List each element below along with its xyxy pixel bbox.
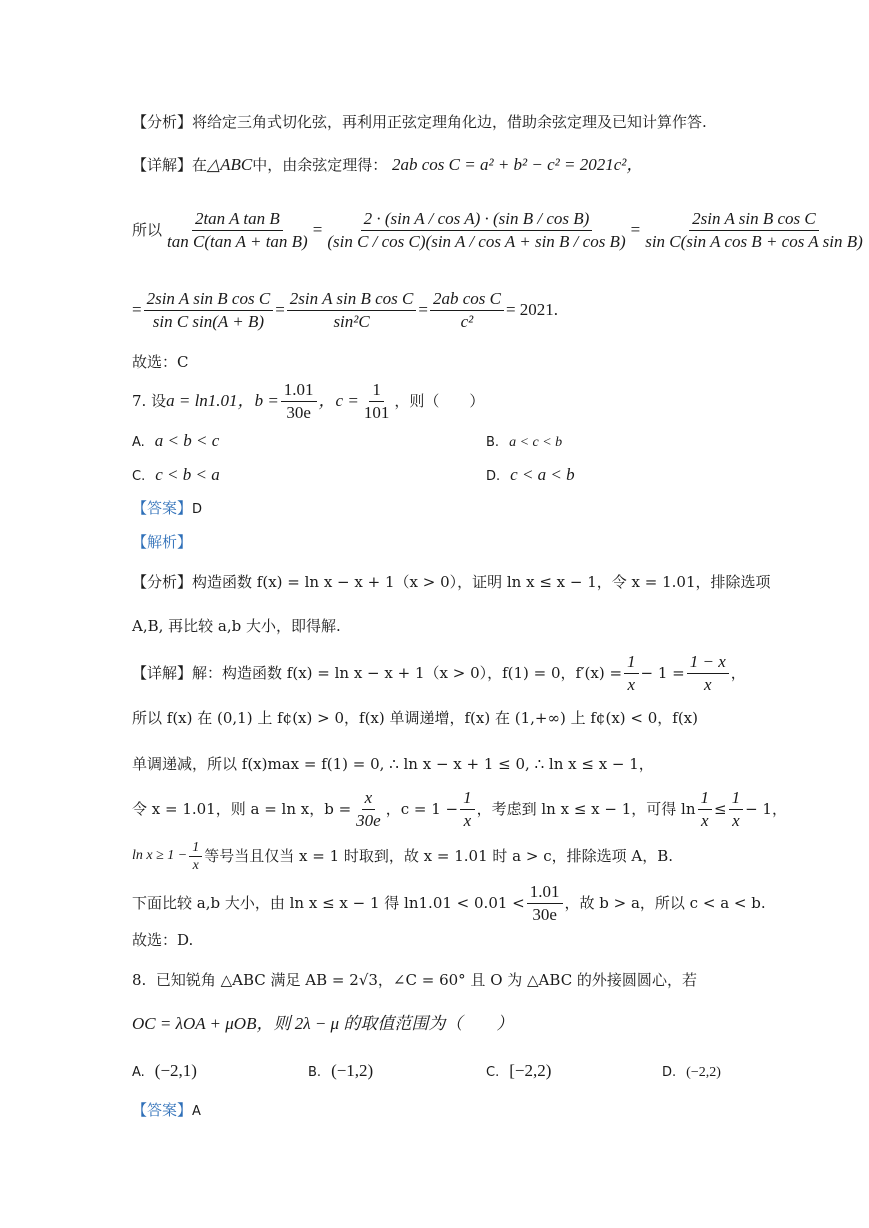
choose-text: 故选：D. [132, 931, 194, 949]
g1-den: sin C sin(A + B) [152, 311, 265, 331]
d1-frac-1 [624, 651, 639, 696]
option-key: D. [486, 469, 501, 484]
num: x [362, 787, 376, 810]
analysis-tag: 【分析】 [132, 573, 193, 591]
den: x [192, 857, 199, 873]
le-sign: ≤ [714, 800, 727, 818]
den: x [703, 674, 712, 694]
suoyi-label: 所以 [132, 221, 163, 239]
num: 1.01 [527, 881, 563, 904]
detail-1-pre: 解：构造函数 f(x) = ln x − x + 1（x > 0），f(1) = 0，f′(x) = [192, 664, 623, 682]
d4-frac-1 [353, 787, 384, 832]
choose-text: 故选：C [132, 353, 189, 371]
detail-tag: 【详解】 [132, 664, 193, 682]
q6-detail [132, 155, 643, 175]
q7-detail-5 [132, 834, 673, 878]
den: x [700, 810, 709, 830]
num: 1 [729, 787, 744, 810]
f1-den: tan C(tan A + tan B) [167, 231, 308, 251]
q8-answer [132, 1100, 201, 1122]
num: 1 [460, 787, 475, 810]
f3-den: sin C(sin A cos B + cos A sin B) [645, 231, 863, 251]
detail-6-end: ，故 b > a，所以 c < a < b. [564, 894, 766, 912]
stem-c-pre: ，c = [318, 391, 359, 410]
detail-5-end: 等号当且仅当 x = 1 时取到，故 x = 1.01 时 a > c，排除选项 A，B. [204, 847, 673, 865]
q7-detail-4 [132, 786, 787, 832]
analysis-text: 将给定三角式切化弦，再利用正弦定理角化边，借助余弦定理及已知计算作答. [192, 113, 707, 131]
q7-choose [132, 930, 193, 950]
option-text: c < a < b [510, 465, 575, 484]
stem-a: a = ln1.01， [166, 391, 255, 410]
stem-c-frac [361, 379, 393, 424]
q8-option-b[interactable] [308, 1060, 373, 1084]
option-text: a < c < b [509, 435, 563, 450]
d4-frac-2 [460, 787, 475, 832]
detail-5-pre: ln x ≥ 1 − [132, 848, 188, 863]
q7-option-d[interactable] [486, 464, 575, 488]
den: x [463, 810, 472, 830]
option-key: B. [308, 1065, 322, 1080]
stem-b-pre: b = [254, 391, 279, 410]
d4-frac-4 [729, 787, 744, 832]
b-num: 1.01 [281, 379, 317, 402]
b-den: 30e [286, 402, 311, 422]
f3-num: 2sin A sin B cos C [689, 208, 819, 231]
g2-den: sin²C [333, 311, 370, 331]
q7-option-b[interactable] [486, 430, 562, 454]
den: 30e [532, 904, 557, 924]
q7-analysis-2 [132, 616, 341, 636]
q6-choose [132, 352, 188, 372]
detail-pre: 在 [192, 156, 208, 174]
q7-detail-6 [132, 880, 766, 926]
answer-tag: 【答案】 [132, 1101, 193, 1119]
detail-1-mid: − 1 = [640, 664, 685, 682]
q7-option-a[interactable] [132, 430, 219, 454]
q8-stem-2 [132, 1014, 513, 1034]
option-key: A. [132, 1065, 145, 1080]
q7-jiexi [132, 532, 192, 552]
num: 1 [624, 651, 639, 674]
fraction-3 [642, 208, 866, 253]
d6-frac [527, 881, 563, 926]
fraction-2 [324, 208, 628, 253]
fraction-1 [164, 208, 311, 253]
detail-3-text: 单调递减，所以 f(x)max = f(1) = 0, ∴ ln x − x + 1 ≤ 0, ∴ ln x ≤ x − 1， [132, 755, 654, 773]
g2-num: 2sin A sin B cos C [287, 288, 417, 311]
stem-2: OC = λOA + μOB，则 2λ − μ 的取值范围为（ ） [132, 1014, 514, 1033]
option-text: (−2,2) [686, 1065, 721, 1080]
d1-frac-2 [687, 651, 729, 696]
question-number: 7. [132, 392, 147, 410]
detail-4-pre: 令 x = 1.01，则 a = ln x，b = [132, 800, 352, 818]
stem-b-frac [281, 379, 317, 424]
detail-4-end: − 1， [745, 800, 787, 818]
analysis-text-2: A,B, 再比较 a,b 大小，即得解. [132, 617, 341, 635]
g3-num: 2ab cos C [430, 288, 504, 311]
c-den: 101 [363, 402, 390, 422]
q6-analysis [132, 112, 707, 132]
option-text: a < b < c [154, 431, 220, 450]
option-key: A. [132, 435, 145, 450]
stem-1: 已知锐角 △ABC 满足 AB = 2√3，∠C = 60° 且 O 为 △ABC 的外接圆圆心，若 [155, 971, 697, 989]
analysis-text-1: 构造函数 f(x) = ln x − x + 1（x > 0），证明 ln x ≤ x − 1，令 x = 1.01，排除选项 [192, 573, 771, 591]
answer-value: A [192, 1104, 201, 1119]
q7-detail-2 [132, 708, 698, 728]
fraction-6 [430, 288, 504, 333]
option-key: B. [486, 435, 500, 450]
detail-6-pre: 下面比较 a,b 大小，由 ln x ≤ x − 1 得 ln1.01 < 0.01 < [132, 894, 525, 912]
num: 1 − x [687, 651, 729, 674]
detail-mid: 中，由余弦定理得： [252, 156, 388, 174]
cosine-law-equation: 2ab cos C = a² + b² − c² = 2021c²， [392, 155, 644, 174]
answer-value: D [192, 502, 203, 517]
q6-line-suoyi: 所以 $\frac{\text{2tan A tan B}}{\text{tan C(tan A + tan B)}}$ = $\frac{\text{2 · (sin A / cos A) · (sin B / cos B)}}{\text{(sin C / cos C)(sin A / cos A + sin B / cos B)}}$ = $\frac{\text{2sin A sin B cos C}}{\text{sin C(sin A cos B + cos A sin B)}}$ [132, 190, 868, 270]
q7-analysis-1 [132, 572, 771, 592]
option-text: c < b < a [155, 465, 220, 484]
den: 30e [356, 810, 381, 830]
den: x [627, 674, 636, 694]
detail-2-text: 所以 f(x) 在 (0,1) 上 f¢(x) > 0，f(x) 单调递增，f(x) 在 (1,+∞) 上 f¢(x) < 0，f(x) [132, 709, 698, 727]
fraction-5 [287, 288, 417, 333]
num: 1 [698, 787, 713, 810]
stem-end: ，则（ ） [394, 392, 485, 410]
c-num: 1 [369, 379, 384, 402]
f2-num: 2 · (sin A / cos A) · (sin B / cos B) [361, 208, 593, 231]
num: 1 [189, 839, 202, 857]
f1-num: 2tan A tan B [192, 208, 283, 231]
option-key: C. [486, 1065, 500, 1080]
option-key: C. [132, 469, 146, 484]
g1-num: 2sin A sin B cos C [144, 288, 274, 311]
g3-den: c² [460, 311, 474, 331]
q8-option-c[interactable] [486, 1060, 551, 1084]
d5-frac [189, 839, 202, 874]
detail-4-mid: ，c = 1 − [385, 800, 459, 818]
q7-stem [132, 378, 484, 424]
q7-answer [132, 498, 202, 520]
option-text: (−1,2) [331, 1061, 374, 1080]
result-value: = 2021. [505, 300, 559, 319]
triangle-label: △ABC [207, 155, 253, 174]
option-text: [−2,2) [509, 1061, 552, 1080]
option-text: (−2,1) [154, 1061, 197, 1080]
den: x [732, 810, 740, 830]
q8-option-a[interactable] [132, 1060, 197, 1084]
d4-frac-3 [698, 787, 713, 832]
q7-detail-1 [132, 650, 746, 696]
answer-tag: 【答案】 [132, 499, 193, 517]
q7-option-c[interactable] [132, 464, 220, 488]
q8-option-d[interactable] [662, 1060, 721, 1084]
detail-4-mid2: ，考虑到 ln x ≤ x − 1，可得 ln [476, 800, 696, 818]
analysis-tag: 【分析】 [132, 113, 193, 131]
stem-pre: 设 [151, 392, 167, 410]
detail-tag: 【详解】 [132, 156, 193, 174]
fraction-4 [144, 288, 274, 333]
q8-stem-1 [132, 970, 697, 990]
f2-den: (sin C / cos C)(sin A / cos A + sin B / cos B) [327, 231, 626, 251]
question-number: 8. [132, 971, 147, 989]
option-key: D. [662, 1065, 677, 1080]
detail-1-end: ， [730, 664, 746, 682]
q7-detail-3 [132, 754, 654, 774]
q6-line-result: = $\frac{\text{2sin A sin B cos C}}{\text{sin C sin(A + B)}}$ = $\frac{\text{2sin A sin B cos C}}{\text{sin²C}}$ = $\frac{\text{2ab cos C}}{\text{c²}}$ = 2021. [132, 288, 559, 331]
jiexi-tag: 【解析】 [132, 533, 193, 551]
